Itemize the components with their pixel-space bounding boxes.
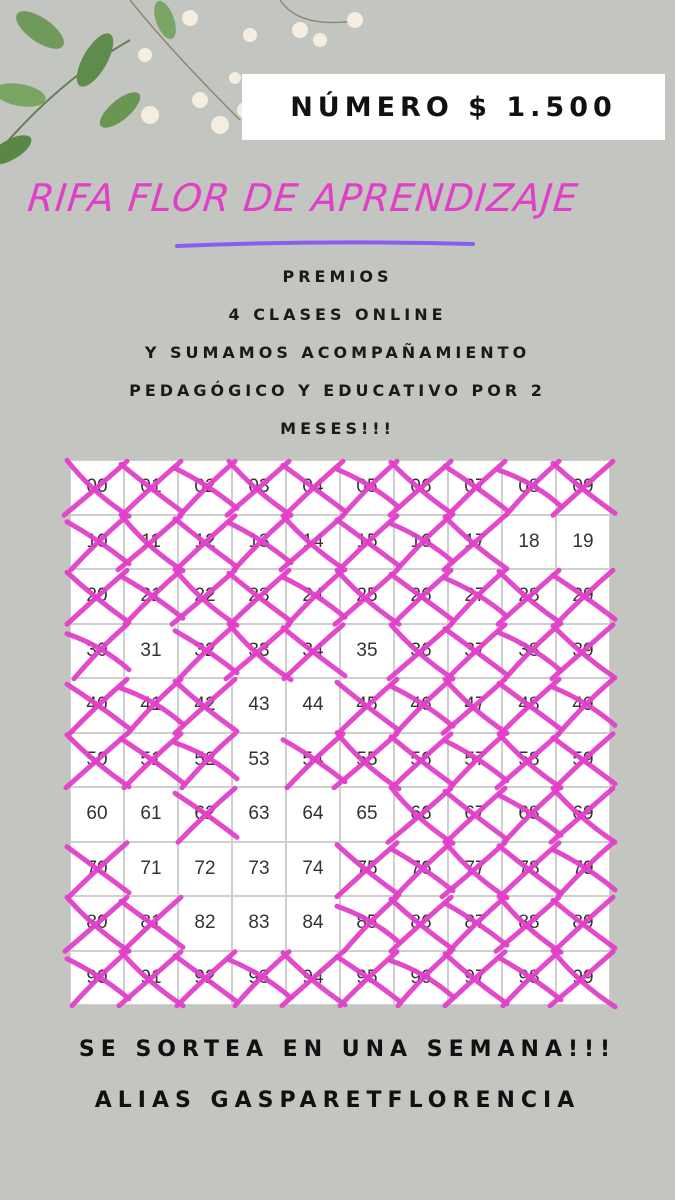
prizes-heading: PREMIOS — [282, 267, 393, 286]
number-grid — [70, 460, 610, 1005]
raffle-title: RIFA FLOR DE APRENDIZAJE — [25, 176, 581, 220]
raffle-number-56[interactable]: 56 — [394, 733, 448, 788]
raffle-number-12[interactable]: 12 — [178, 515, 232, 570]
raffle-number-60[interactable]: 60 — [70, 787, 124, 842]
raffle-number-96[interactable]: 96 — [394, 951, 448, 1006]
raffle-number-40[interactable]: 40 — [70, 678, 124, 733]
raffle-number-31[interactable]: 31 — [124, 624, 178, 679]
prize-line-2: Y SUMAMOS ACOMPAÑAMIENTO — [144, 343, 531, 362]
raffle-number-63[interactable]: 63 — [232, 787, 286, 842]
raffle-number-61[interactable]: 61 — [124, 787, 178, 842]
raffle-number-24[interactable]: 24 — [286, 569, 340, 624]
raffle-number-13[interactable]: 13 — [232, 515, 286, 570]
raffle-number-94[interactable]: 94 — [286, 951, 340, 1006]
raffle-number-62[interactable]: 62 — [178, 787, 232, 842]
raffle-number-84[interactable]: 84 — [286, 896, 340, 951]
raffle-number-21[interactable]: 21 — [124, 569, 178, 624]
price-label: NÚMERO $ 1.500 — [242, 74, 665, 140]
raffle-number-46[interactable]: 46 — [394, 678, 448, 733]
raffle-number-10[interactable]: 10 — [70, 515, 124, 570]
payment-alias: ALIAS GASPARETFLORENCIA — [94, 1088, 581, 1113]
raffle-number-30[interactable]: 30 — [70, 624, 124, 679]
raffle-number-29[interactable]: 29 — [556, 569, 610, 624]
raffle-number-68[interactable]: 68 — [502, 787, 556, 842]
raffle-number-20[interactable]: 20 — [70, 569, 124, 624]
raffle-number-09[interactable]: 09 — [556, 460, 610, 515]
raffle-number-89[interactable]: 89 — [556, 896, 610, 951]
raffle-number-25[interactable]: 25 — [340, 569, 394, 624]
raffle-number-36[interactable]: 36 — [394, 624, 448, 679]
raffle-number-55[interactable]: 55 — [340, 733, 394, 788]
raffle-number-17[interactable]: 17 — [448, 515, 502, 570]
raffle-number-19[interactable]: 19 — [556, 515, 610, 570]
raffle-number-32[interactable]: 32 — [178, 624, 232, 679]
raffle-number-58[interactable]: 58 — [502, 733, 556, 788]
raffle-number-34[interactable]: 34 — [286, 624, 340, 679]
raffle-number-69[interactable]: 69 — [556, 787, 610, 842]
raffle-number-50[interactable]: 50 — [70, 733, 124, 788]
raffle-number-82[interactable]: 82 — [178, 896, 232, 951]
raffle-number-83[interactable]: 83 — [232, 896, 286, 951]
raffle-number-87[interactable]: 87 — [448, 896, 502, 951]
raffle-number-85[interactable]: 85 — [340, 896, 394, 951]
raffle-number-05[interactable]: 05 — [340, 460, 394, 515]
raffle-number-42[interactable]: 42 — [178, 678, 232, 733]
raffle-number-72[interactable]: 72 — [178, 842, 232, 897]
raffle-number-37[interactable]: 37 — [448, 624, 502, 679]
raffle-number-92[interactable]: 92 — [178, 951, 232, 1006]
raffle-number-81[interactable]: 81 — [124, 896, 178, 951]
raffle-number-23[interactable]: 23 — [232, 569, 286, 624]
raffle-number-16[interactable]: 16 — [394, 515, 448, 570]
raffle-number-78[interactable]: 78 — [502, 842, 556, 897]
raffle-number-28[interactable]: 28 — [502, 569, 556, 624]
raffle-number-11[interactable]: 11 — [124, 515, 178, 570]
raffle-number-65[interactable]: 65 — [340, 787, 394, 842]
raffle-number-93[interactable]: 93 — [232, 951, 286, 1006]
prize-line-3: PEDAGÓGICO Y EDUCATIVO POR 2 — [129, 381, 546, 400]
raffle-number-76[interactable]: 76 — [394, 842, 448, 897]
raffle-number-03[interactable]: 03 — [232, 460, 286, 515]
raffle-number-74[interactable]: 74 — [286, 842, 340, 897]
raffle-number-77[interactable]: 77 — [448, 842, 502, 897]
raffle-number-59[interactable]: 59 — [556, 733, 610, 788]
prizes-list — [40, 258, 635, 448]
raffle-number-15[interactable]: 15 — [340, 515, 394, 570]
raffle-number-48[interactable]: 48 — [502, 678, 556, 733]
raffle-number-33[interactable]: 33 — [232, 624, 286, 679]
raffle-number-70[interactable]: 70 — [70, 842, 124, 897]
raffle-number-67[interactable]: 67 — [448, 787, 502, 842]
raffle-number-45[interactable]: 45 — [340, 678, 394, 733]
raffle-number-86[interactable]: 86 — [394, 896, 448, 951]
raffle-number-18[interactable]: 18 — [502, 515, 556, 570]
raffle-number-95[interactable]: 95 — [340, 951, 394, 1006]
raffle-number-04[interactable]: 04 — [286, 460, 340, 515]
raffle-number-00[interactable]: 00 — [70, 460, 124, 515]
raffle-number-54[interactable]: 54 — [286, 733, 340, 788]
raffle-number-52[interactable]: 52 — [178, 733, 232, 788]
raffle-number-44[interactable]: 44 — [286, 678, 340, 733]
raffle-number-02[interactable]: 02 — [178, 460, 232, 515]
raffle-number-22[interactable]: 22 — [178, 569, 232, 624]
raffle-number-98[interactable]: 98 — [502, 951, 556, 1006]
raffle-number-53[interactable]: 53 — [232, 733, 286, 788]
raffle-number-75[interactable]: 75 — [340, 842, 394, 897]
raffle-number-57[interactable]: 57 — [448, 733, 502, 788]
raffle-number-88[interactable]: 88 — [502, 896, 556, 951]
raffle-number-99[interactable]: 99 — [556, 951, 610, 1006]
raffle-number-51[interactable]: 51 — [124, 733, 178, 788]
raffle-number-14[interactable]: 14 — [286, 515, 340, 570]
raffle-number-01[interactable]: 01 — [124, 460, 178, 515]
raffle-number-90[interactable]: 90 — [70, 951, 124, 1006]
raffle-number-71[interactable]: 71 — [124, 842, 178, 897]
raffle-number-38[interactable]: 38 — [502, 624, 556, 679]
raffle-number-73[interactable]: 73 — [232, 842, 286, 897]
raffle-number-26[interactable]: 26 — [394, 569, 448, 624]
raffle-number-07[interactable]: 07 — [448, 460, 502, 515]
raffle-number-35[interactable]: 35 — [340, 624, 394, 679]
raffle-number-79[interactable]: 79 — [556, 842, 610, 897]
raffle-number-49[interactable]: 49 — [556, 678, 610, 733]
raffle-number-27[interactable]: 27 — [448, 569, 502, 624]
raffle-number-39[interactable]: 39 — [556, 624, 610, 679]
raffle-number-06[interactable]: 06 — [394, 460, 448, 515]
title-underline — [175, 238, 475, 252]
raffle-number-08[interactable]: 08 — [502, 460, 556, 515]
raffle-number-66[interactable]: 66 — [394, 787, 448, 842]
prize-line-1: 4 CLASES ONLINE — [228, 305, 447, 324]
raffle-number-64[interactable]: 64 — [286, 787, 340, 842]
raffle-number-47[interactable]: 47 — [448, 678, 502, 733]
raffle-number-43[interactable]: 43 — [232, 678, 286, 733]
draw-note: SE SORTEA EN UNA SEMANA!!! — [78, 1037, 617, 1062]
raffle-number-80[interactable]: 80 — [70, 896, 124, 951]
raffle-number-41[interactable]: 41 — [124, 678, 178, 733]
raffle-number-91[interactable]: 91 — [124, 951, 178, 1006]
prize-line-4: MESES!!! — [280, 419, 395, 438]
raffle-number-97[interactable]: 97 — [448, 951, 502, 1006]
